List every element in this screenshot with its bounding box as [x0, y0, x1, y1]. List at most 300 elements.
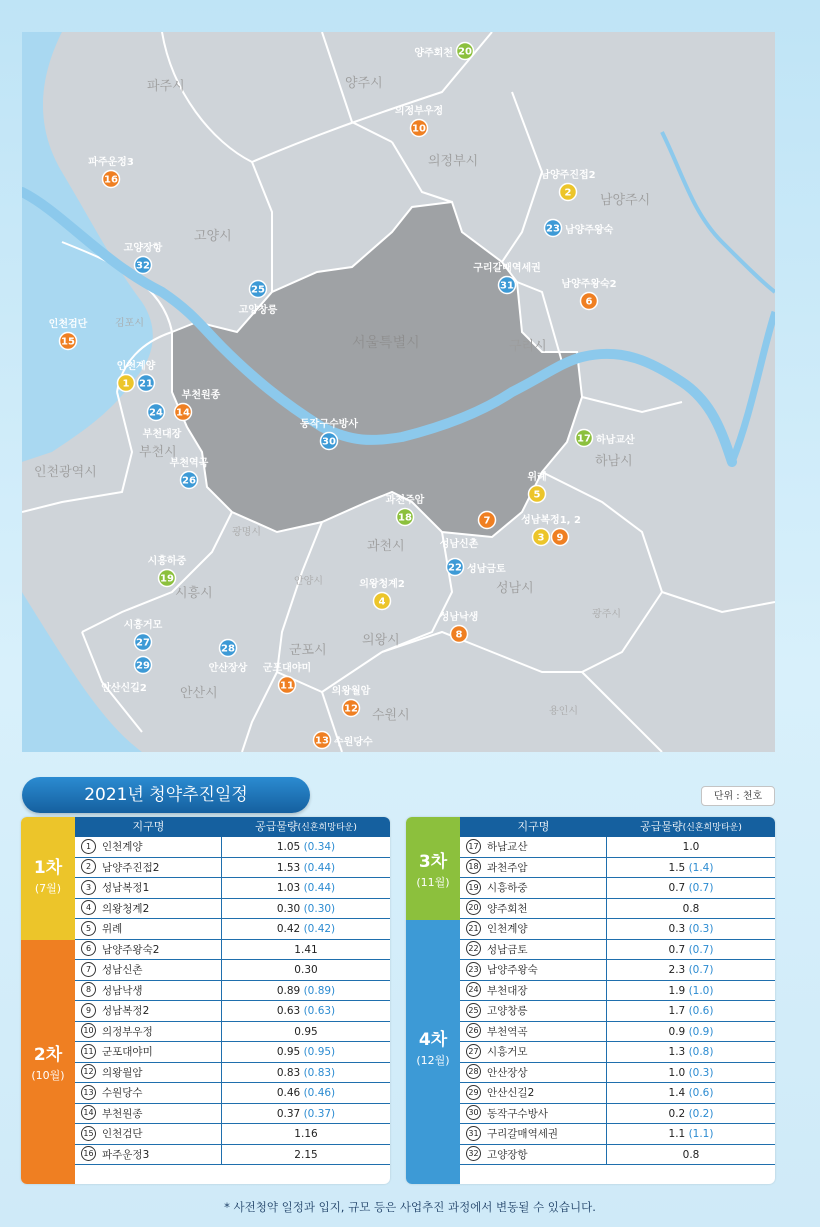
supply-value: 0.95	[294, 1025, 318, 1038]
site-number: 1	[81, 839, 96, 854]
phase-name: 3차	[418, 852, 448, 872]
site-number: 28	[466, 1064, 481, 1079]
district-cell	[75, 1022, 222, 1042]
site-number: 23	[466, 962, 481, 977]
region-label: 인천광역시	[34, 465, 97, 480]
header-district: 지구명	[132, 820, 165, 833]
supply-value: 0.2	[668, 1107, 686, 1120]
phase-month: (11월)	[416, 876, 450, 889]
marker-label: 하남교산	[596, 435, 635, 446]
marker-label: 군포대야미	[262, 663, 312, 674]
supply-value: 0.83	[276, 1066, 301, 1079]
newlywed-value: (0.2)	[688, 1107, 714, 1120]
site-number: 8	[81, 982, 96, 997]
site-marker-9[interactable]	[552, 529, 569, 546]
district-name: 안산신길2	[487, 1087, 535, 1099]
district-name: 양주회천	[487, 902, 528, 915]
table-row	[460, 1124, 775, 1145]
marker-label: 의왕청계2	[359, 579, 405, 590]
marker-label: 동작구수방사	[300, 419, 358, 430]
district-cell	[75, 1001, 222, 1021]
site-number: 19	[466, 880, 481, 895]
district-name: 성남복정2	[102, 1005, 150, 1017]
district-name: 성남신촌	[102, 964, 143, 976]
site-number: 31	[466, 1126, 481, 1141]
marker-number: 29	[136, 660, 150, 672]
header-supply-main: 공급물량	[640, 820, 683, 833]
table-row	[75, 878, 390, 899]
phase-2-label	[21, 940, 75, 1184]
supply-cell	[607, 899, 775, 919]
supply-cell	[222, 1104, 390, 1124]
table-row	[75, 919, 390, 940]
district-cell	[75, 1104, 222, 1124]
table-row	[75, 1001, 390, 1022]
marker-label: 성남복정1, 2	[521, 515, 581, 526]
site-number: 21	[466, 921, 481, 936]
region-label: 수원시	[372, 708, 410, 723]
supply-cell	[607, 981, 775, 1001]
newlywed-value: (0.83)	[303, 1066, 336, 1079]
site-number: 2	[81, 859, 96, 874]
marker-label: 인천검단	[48, 319, 88, 330]
newlywed-value: (0.8)	[688, 1046, 714, 1058]
newlywed-value: (0.37)	[303, 1107, 336, 1120]
table-body-left	[75, 837, 390, 1165]
newlywed-value: (1.1)	[688, 1128, 714, 1140]
supply-value: 1.41	[294, 943, 318, 956]
header-supply-sub: (신혼희망타운)	[682, 823, 742, 833]
site-number: 25	[466, 1003, 481, 1018]
schedule-table-left	[21, 817, 390, 1184]
district-name: 구리갈매역세권	[487, 1128, 559, 1140]
marker-number: 16	[104, 174, 118, 186]
district-cell	[460, 1042, 607, 1062]
supply-cell	[607, 1145, 775, 1165]
marker-label: 부천역곡	[169, 458, 209, 469]
table-row	[460, 1022, 775, 1043]
table-row	[460, 1042, 775, 1063]
district-cell	[460, 1124, 607, 1144]
marker-number: 5	[533, 489, 541, 501]
newlywed-value: (0.30)	[303, 902, 336, 915]
site-number: 30	[466, 1105, 481, 1120]
supply-value: 0.3	[668, 923, 686, 935]
supply-value: 0.9	[668, 1025, 686, 1038]
table-row	[460, 919, 775, 940]
district-name: 성남낙생	[102, 984, 143, 997]
marker-label: 남양주진접2	[540, 170, 596, 181]
marker-number: 19	[160, 573, 174, 585]
phase-1-label	[21, 817, 75, 940]
marker-number: 30	[322, 436, 336, 448]
marker-number: 10	[412, 123, 426, 135]
newlywed-value: (0.63)	[303, 1005, 336, 1017]
header-district: 지구명	[517, 820, 550, 833]
district-cell	[75, 1145, 222, 1165]
supply-cell	[222, 1083, 390, 1103]
marker-number: 32	[136, 260, 150, 272]
site-number: 13	[81, 1085, 96, 1100]
region-label: 용인시	[549, 706, 578, 717]
marker-label: 고양장항	[123, 243, 163, 254]
supply-cell	[222, 858, 390, 878]
district-cell	[460, 1083, 607, 1103]
district-cell	[460, 919, 607, 939]
newlywed-value: (0.95)	[303, 1046, 336, 1058]
table-row	[75, 899, 390, 920]
district-name: 성남복정1	[102, 882, 150, 894]
region-label: 안양시	[294, 576, 323, 587]
site-number: 26	[466, 1023, 481, 1038]
region-label: 광명시	[232, 527, 261, 538]
district-cell	[75, 981, 222, 1001]
district-cell	[75, 1083, 222, 1103]
district-cell	[75, 940, 222, 960]
marker-number: 14	[176, 407, 190, 419]
newlywed-value: (0.46)	[303, 1087, 336, 1099]
district-cell	[75, 837, 222, 857]
district-cell	[460, 878, 607, 898]
supply-cell	[607, 1083, 775, 1103]
marker-label: 성남신촌	[439, 539, 479, 550]
table-row	[460, 1083, 775, 1104]
table-row	[75, 837, 390, 858]
table-row	[75, 1104, 390, 1125]
phase-month: (7월)	[34, 882, 62, 895]
supply-cell	[222, 960, 390, 980]
district-name: 의왕월암	[102, 1066, 143, 1079]
table-row	[460, 1001, 775, 1022]
table-row	[75, 981, 390, 1002]
site-number: 22	[466, 941, 481, 956]
district-cell	[460, 1145, 607, 1165]
district-name: 의정부우정	[102, 1025, 153, 1038]
marker-label: 의왕월암	[331, 686, 371, 697]
table-row	[75, 940, 390, 961]
marker-number: 21	[139, 378, 153, 390]
district-cell	[75, 1063, 222, 1083]
table-row	[460, 858, 775, 879]
supply-cell	[222, 1042, 390, 1062]
district-name: 부천원종	[102, 1107, 143, 1120]
supply-value: 2.15	[294, 1148, 318, 1161]
schedule-table-right	[406, 817, 775, 1184]
table-row	[75, 858, 390, 879]
district-name: 과천주암	[487, 861, 528, 874]
supply-cell	[607, 1124, 775, 1144]
phase-3-label	[406, 817, 460, 920]
marker-label: 위례	[527, 472, 547, 483]
district-name: 인천계양	[487, 923, 528, 935]
phase-name: 4차	[418, 1030, 448, 1050]
header-supply	[222, 817, 390, 838]
region-label: 과천시	[367, 539, 405, 554]
district-cell	[460, 858, 607, 878]
phase-name: 1차	[33, 858, 63, 878]
marker-label: 시흥하중	[147, 556, 187, 567]
district-cell	[75, 878, 222, 898]
newlywed-value: (0.6)	[688, 1005, 714, 1017]
region-label: 군포시	[289, 643, 327, 658]
region-label: 안산시	[180, 686, 218, 701]
district-cell	[75, 919, 222, 939]
supply-cell	[222, 940, 390, 960]
supply-cell	[222, 1001, 390, 1021]
site-number: 16	[81, 1146, 96, 1161]
region-label: 하남시	[595, 454, 633, 469]
district-cell	[75, 960, 222, 980]
newlywed-value: (0.7)	[688, 964, 714, 976]
district-name: 하남교산	[487, 841, 528, 853]
supply-value: 0.46	[276, 1087, 301, 1099]
table-row	[460, 940, 775, 961]
marker-number: 1	[122, 378, 130, 390]
region-label: 의왕시	[362, 633, 400, 648]
marker-number: 17	[577, 433, 591, 445]
supply-value: 0.8	[682, 1148, 700, 1161]
supply-value: 1.03	[276, 882, 301, 894]
region-label: 파주시	[147, 79, 185, 94]
supply-value: 1.0	[668, 1066, 686, 1079]
marker-label: 구리갈매역세권	[473, 263, 541, 274]
district-cell	[460, 1104, 607, 1124]
district-name: 파주운정3	[102, 1148, 150, 1161]
supply-cell	[607, 1022, 775, 1042]
supply-value: 1.16	[294, 1128, 318, 1140]
newlywed-value: (0.7)	[688, 943, 714, 956]
table-row	[460, 1063, 775, 1084]
table-row	[75, 960, 390, 981]
supply-value: 1.7	[668, 1005, 686, 1017]
marker-number: 22	[448, 562, 462, 574]
marker-label: 양주회천	[414, 48, 453, 59]
supply-value: 0.7	[668, 943, 686, 956]
district-cell	[75, 899, 222, 919]
region-label: 의정부시	[428, 154, 479, 169]
site-number: 5	[81, 921, 96, 936]
newlywed-value: (0.44)	[303, 882, 336, 894]
site-number: 6	[81, 941, 96, 956]
marker-number: 20	[458, 46, 472, 58]
marker-number: 7	[483, 515, 491, 527]
newlywed-value: (0.9)	[688, 1025, 714, 1038]
marker-number: 4	[378, 596, 386, 608]
marker-number: 18	[398, 512, 412, 524]
site-marker-21[interactable]	[138, 375, 155, 392]
supply-value: 0.42	[276, 923, 301, 935]
district-name: 의왕청계2	[102, 902, 150, 915]
supply-cell	[607, 960, 775, 980]
header-supply	[607, 817, 775, 838]
district-name: 성남금토	[487, 943, 528, 956]
district-name: 시흥하중	[487, 882, 528, 894]
marker-label: 남양주왕숙	[565, 225, 614, 236]
supply-cell	[607, 1001, 775, 1021]
table-header	[75, 817, 390, 837]
map-svg	[22, 32, 775, 752]
supply-cell	[607, 919, 775, 939]
district-name: 동작구수방사	[487, 1107, 548, 1120]
table-row	[460, 878, 775, 899]
supply-cell	[222, 1063, 390, 1083]
marker-number: 15	[61, 336, 75, 348]
district-name: 인천계양	[102, 841, 143, 853]
supply-value: 1.4	[668, 1087, 686, 1099]
district-name: 남양주왕숙	[487, 964, 538, 976]
supply-cell	[222, 899, 390, 919]
newlywed-value: (0.42)	[303, 923, 336, 935]
district-name: 고양장항	[487, 1148, 528, 1161]
table-row	[75, 1022, 390, 1043]
district-name: 남양주진접2	[102, 861, 160, 874]
marker-number: 3	[537, 532, 545, 544]
table-row	[75, 1145, 390, 1166]
marker-number: 23	[546, 223, 560, 235]
marker-label: 남양주왕숙2	[561, 279, 617, 290]
district-cell	[460, 1063, 607, 1083]
region-label: 성남시	[496, 581, 534, 596]
district-name: 고양창릉	[487, 1005, 528, 1017]
district-name: 수원당수	[102, 1087, 143, 1099]
supply-cell	[222, 1124, 390, 1144]
site-number: 18	[466, 859, 481, 874]
supply-cell	[222, 919, 390, 939]
marker-number: 28	[221, 643, 235, 655]
supply-value: 1.1	[668, 1128, 686, 1140]
marker-label: 파주운정3	[88, 157, 134, 168]
marker-label: 성남금토	[467, 564, 506, 575]
marker-number: 11	[280, 680, 294, 692]
supply-value: 0.95	[276, 1046, 301, 1058]
newlywed-value: (0.7)	[688, 882, 714, 894]
site-number: 32	[466, 1146, 481, 1161]
phase-4-label	[406, 920, 460, 1184]
phase-month: (10월)	[31, 1069, 65, 1082]
metro-map	[22, 32, 775, 752]
district-cell	[75, 1042, 222, 1062]
region-label: 양주시	[345, 76, 383, 91]
district-cell	[75, 1124, 222, 1144]
region-label: 서울특별시	[352, 335, 420, 351]
marker-number: 9	[556, 532, 564, 544]
marker-label: 시흥거모	[123, 620, 163, 631]
marker-label: 성남낙생	[439, 612, 479, 623]
district-cell	[460, 899, 607, 919]
phase-name: 2차	[33, 1045, 63, 1065]
supply-value: 0.30	[294, 964, 318, 976]
marker-label: 안산장상	[208, 663, 248, 674]
phase-month: (12월)	[416, 1054, 450, 1067]
marker-number: 25	[251, 284, 265, 296]
site-number: 17	[466, 839, 481, 854]
marker-label: 수원당수	[334, 737, 373, 748]
table-row	[460, 1104, 775, 1125]
newlywed-value: (0.44)	[303, 861, 336, 874]
district-name: 위례	[102, 923, 123, 935]
newlywed-value: (0.3)	[688, 923, 714, 935]
newlywed-value: (0.89)	[303, 984, 336, 997]
supply-value: 0.63	[276, 1005, 301, 1017]
district-name: 시흥거모	[487, 1046, 528, 1058]
district-cell	[460, 837, 607, 857]
table-row	[460, 960, 775, 981]
marker-label: 부천원종	[181, 390, 221, 401]
supply-value: 0.7	[668, 882, 686, 894]
supply-cell	[607, 1104, 775, 1124]
unit-badge: 단위 : 천호	[701, 786, 775, 806]
table-row	[460, 837, 775, 858]
supply-cell	[222, 878, 390, 898]
district-cell	[75, 858, 222, 878]
district-cell	[460, 940, 607, 960]
footnote: * 사전청약 일정과 입지, 규모 등은 사업추진 과정에서 변동될 수 있습니다.	[224, 1200, 596, 1214]
marker-number: 8	[455, 629, 463, 641]
header-supply-sub: (신혼희망타운)	[297, 823, 357, 833]
newlywed-value: (0.3)	[688, 1066, 714, 1079]
region-label: 시흥시	[175, 586, 213, 601]
site-number: 24	[466, 982, 481, 997]
region-label: 광주시	[592, 609, 621, 620]
site-number: 9	[81, 1003, 96, 1018]
supply-value: 0.37	[276, 1107, 301, 1120]
region-label: 고양시	[194, 229, 232, 244]
supply-value: 0.89	[276, 984, 301, 997]
district-name: 부천역곡	[487, 1025, 528, 1038]
district-name: 군포대야미	[102, 1046, 153, 1058]
table-row	[460, 1145, 775, 1166]
marker-label: 인천계양	[116, 361, 156, 372]
marker-number: 13	[315, 735, 329, 747]
district-cell	[460, 1001, 607, 1021]
marker-label: 부천대장	[142, 429, 182, 440]
marker-number: 6	[585, 296, 593, 308]
supply-cell	[607, 1042, 775, 1062]
supply-value: 1.5	[668, 861, 686, 874]
district-name: 안산장상	[487, 1066, 528, 1079]
marker-number: 27	[136, 637, 150, 649]
supply-cell	[222, 1022, 390, 1042]
marker-number: 26	[182, 475, 196, 487]
region-label: 남양주시	[600, 193, 651, 208]
supply-value: 1.0	[682, 841, 700, 853]
newlywed-value: (0.34)	[303, 841, 336, 853]
newlywed-value: (1.0)	[688, 984, 714, 997]
table-row	[460, 981, 775, 1002]
site-number: 14	[81, 1105, 96, 1120]
marker-label: 고양창릉	[238, 305, 278, 316]
supply-value: 1.9	[668, 984, 686, 997]
district-cell	[460, 960, 607, 980]
newlywed-value: (0.6)	[688, 1087, 714, 1099]
supply-value: 0.30	[276, 902, 301, 915]
supply-value: 1.53	[276, 861, 301, 874]
newlywed-value: (1.4)	[688, 861, 714, 874]
supply-cell	[222, 837, 390, 857]
supply-value: 1.3	[668, 1046, 686, 1058]
table-row	[460, 899, 775, 920]
region-label: 김포시	[115, 318, 144, 329]
table-body-right	[460, 837, 775, 1165]
table-row	[75, 1063, 390, 1084]
supply-cell	[222, 981, 390, 1001]
supply-cell	[607, 858, 775, 878]
supply-value: 0.8	[682, 902, 700, 915]
site-number: 3	[81, 880, 96, 895]
marker-label: 안산신길2	[101, 683, 147, 694]
site-number: 12	[81, 1064, 96, 1079]
table-row	[75, 1042, 390, 1063]
